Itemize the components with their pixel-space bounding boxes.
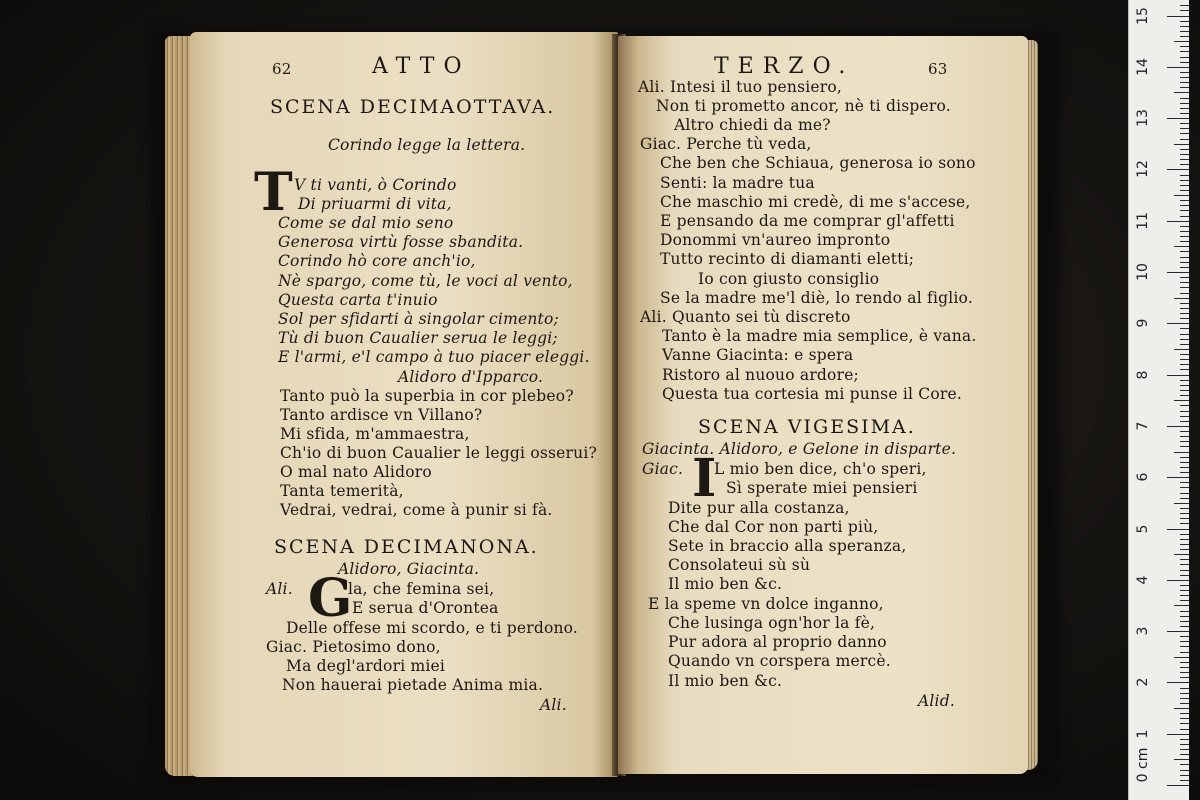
ruler-tick [1180, 77, 1189, 78]
ruler-tick [1180, 688, 1189, 689]
ruler-tick [1167, 785, 1189, 786]
verse-line: Dite pur alla costanza, [668, 499, 850, 517]
ruler-tick [1180, 764, 1189, 765]
ruler-tick [1174, 759, 1189, 760]
ruler-tick [1167, 477, 1189, 478]
ruler-tick [1180, 641, 1189, 642]
ruler-tick [1180, 51, 1189, 52]
ruler-tick [1180, 149, 1189, 150]
verse-line: Tutto recinto di diamanti eletti; [660, 250, 915, 268]
verse-line: Delle offese mi scordo, e ti perdono. [286, 619, 579, 637]
ruler-tick [1180, 180, 1189, 181]
ruler-tick [1167, 580, 1189, 581]
ruler-tick [1180, 231, 1189, 232]
ruler-tick [1180, 518, 1189, 519]
ruler-tick [1180, 26, 1189, 27]
ruler-tick [1180, 190, 1189, 191]
ruler-tick [1180, 523, 1189, 524]
ruler-tick [1180, 482, 1189, 483]
ruler-tick [1180, 31, 1189, 32]
ruler-tick [1180, 364, 1189, 365]
verse-line: Senti: la madre tua [660, 174, 815, 192]
ruler-tick [1180, 652, 1189, 653]
verse-line: Tanto ardisce vn Villano? [280, 406, 483, 424]
verse-line: Vanne Giacinta: e spera [662, 346, 854, 364]
left-page [190, 32, 618, 777]
ruler-tick [1180, 334, 1189, 335]
verse-line: Ali. Quanto sei tù discreto [640, 308, 851, 326]
catchword: Alid. [918, 692, 955, 710]
ruler-tick [1180, 251, 1189, 252]
ruler-tick [1180, 544, 1189, 545]
verse-line: O mal nato Alidoro [280, 463, 432, 481]
verse-line: Tù di buon Caualier serua le leggi; [278, 329, 558, 347]
ruler-tick [1180, 616, 1189, 617]
verse-line: Sete in braccio alla speranza, [668, 537, 907, 555]
drop-cap: G [308, 568, 353, 629]
ruler-tick [1180, 749, 1189, 750]
ruler-tick [1180, 667, 1189, 668]
verse-line: Questa carta t'inuio [278, 291, 438, 309]
verse-line: Giac. Perche tù veda, [640, 135, 812, 153]
ruler-tick [1174, 605, 1189, 606]
ruler-tick [1180, 62, 1189, 63]
ruler-tick [1180, 128, 1189, 129]
ruler-tick [1180, 200, 1189, 201]
verse-line: L mio ben dice, ch'o speri, [714, 460, 927, 478]
ruler-tick [1180, 318, 1189, 319]
ruler-tick [1180, 103, 1189, 104]
ruler-tick [1174, 195, 1189, 196]
ruler-tick [1180, 216, 1189, 217]
drop-cap: T [254, 162, 293, 223]
verse-line: V ti vanti, ò Corindo [294, 176, 457, 194]
ruler-tick [1174, 657, 1189, 658]
ruler-tick [1180, 487, 1189, 488]
ruler-tick [1174, 41, 1189, 42]
scene-heading: SCENA DECIMAOTTAVA. [270, 96, 556, 118]
ruler-tick [1167, 118, 1189, 119]
ruler-tick [1180, 462, 1189, 463]
ruler-tick [1180, 662, 1189, 663]
ruler-tick [1180, 159, 1189, 160]
ruler-tick [1180, 590, 1189, 591]
ruler-label: 5 [1135, 524, 1151, 533]
ruler-tick [1180, 621, 1189, 622]
verse-line: E la speme vn dolce inganno, [648, 595, 884, 613]
ruler-tick [1167, 529, 1189, 530]
ruler-tick [1167, 169, 1189, 170]
ruler-tick [1174, 400, 1189, 401]
stage-direction: Alidoro, Giacinta. [338, 560, 480, 578]
ruler-tick [1180, 108, 1189, 109]
ruler-tick [1180, 493, 1189, 494]
ruler-tick [1180, 411, 1189, 412]
ruler-label: 9 [1135, 318, 1151, 328]
ruler-tick [1180, 595, 1189, 596]
verse-line: Corindo hò core anch'io, [278, 252, 476, 270]
ruler-tick [1180, 646, 1189, 647]
ruler-tick [1180, 549, 1189, 550]
ruler-label: 7 [1135, 421, 1151, 431]
right-page [618, 36, 1028, 774]
ruler-tick [1180, 262, 1189, 263]
ruler-label: 15 [1135, 6, 1151, 25]
verse-line: Che dal Cor non parti più, [668, 518, 879, 536]
ruler-tick [1180, 775, 1189, 776]
ruler-tick [1180, 133, 1189, 134]
ruler-tick [1174, 708, 1189, 709]
ruler-tick [1180, 390, 1189, 391]
ruler-tick [1180, 611, 1189, 612]
ruler-tick [1180, 308, 1189, 309]
verse-line: Ali. Intesi il tuo pensiero, [638, 78, 843, 96]
ruler-tick [1180, 698, 1189, 699]
ruler-tick [1180, 72, 1189, 73]
ruler-tick [1180, 5, 1189, 6]
ruler-tick [1180, 123, 1189, 124]
ruler-tick [1180, 564, 1189, 565]
ruler-tick [1174, 92, 1189, 93]
ruler-tick [1180, 395, 1189, 396]
verse-line: Altro chiedi da me? [674, 116, 831, 134]
ruler-tick [1180, 282, 1189, 283]
ruler-label: 13 [1135, 109, 1151, 128]
ruler-label: 12 [1135, 160, 1151, 179]
page-number: 63 [928, 60, 948, 78]
ruler-tick [1180, 380, 1189, 381]
ruler-label: 6 [1135, 472, 1151, 482]
ruler-tick [1180, 359, 1189, 360]
ruler-tick [1180, 257, 1189, 258]
ruler-tick [1174, 452, 1189, 453]
ruler-tick [1180, 385, 1189, 386]
ruler-tick [1180, 780, 1189, 781]
ruler-tick [1167, 323, 1189, 324]
ruler-tick [1180, 718, 1189, 719]
ruler-tick [1180, 226, 1189, 227]
ruler-tick [1180, 339, 1189, 340]
ruler-tick [1180, 467, 1189, 468]
ruler-tick [1180, 575, 1189, 576]
ruler-tick [1180, 87, 1189, 88]
verse-line: Ch'io di buon Caualier le leggi osserui? [280, 444, 598, 462]
ruler-tick [1180, 677, 1189, 678]
ruler-label: 0 cm [1135, 747, 1151, 783]
ruler-tick [1180, 46, 1189, 47]
ruler-tick [1167, 221, 1189, 222]
page-number: 62 [272, 60, 292, 78]
verse-line: Vedrai, vedrai, come à punir si fà. [280, 501, 553, 519]
ruler-tick [1174, 554, 1189, 555]
ruler-label: 11 [1135, 211, 1151, 230]
verse-line: la, che femina sei, [348, 580, 495, 598]
ruler-tick [1174, 246, 1189, 247]
ruler-label: 14 [1135, 57, 1151, 76]
verse-line: Ristoro al nuouo ardore; [662, 366, 859, 384]
verse-line: E pensando da me comprar gl'affetti [660, 212, 955, 230]
ruler-tick [1180, 570, 1189, 571]
ruler-tick [1180, 421, 1189, 422]
ruler-tick [1180, 21, 1189, 22]
ruler-tick [1180, 770, 1189, 771]
ruler-tick [1180, 416, 1189, 417]
ruler-tick [1180, 113, 1189, 114]
ruler-tick [1180, 585, 1189, 586]
ruler-tick [1180, 672, 1189, 673]
ruler-tick [1167, 375, 1189, 376]
ruler-tick [1167, 67, 1189, 68]
ruler-tick [1180, 559, 1189, 560]
ruler-tick [1180, 57, 1189, 58]
verse-line: Se la madre me'l diè, lo rendo al figlio. [660, 289, 973, 307]
ruler-tick [1180, 98, 1189, 99]
ruler-tick [1180, 636, 1189, 637]
speaker-label: Giac. [642, 460, 684, 478]
ruler-tick [1180, 175, 1189, 176]
ruler-tick [1167, 272, 1189, 273]
ruler-tick [1180, 344, 1189, 345]
ruler-tick [1180, 277, 1189, 278]
ruler-tick [1180, 441, 1189, 442]
ruler-tick [1167, 426, 1189, 427]
stage-direction: Giacinta. Alidoro, e Gelone in disparte. [642, 440, 957, 458]
ruler-tick [1180, 498, 1189, 499]
ruler-tick [1167, 682, 1189, 683]
ruler-tick [1180, 446, 1189, 447]
ruler-tick [1180, 693, 1189, 694]
verse-line: Giac. Pietosimo dono, [266, 638, 441, 656]
verse-line: Tanta temerità, [280, 482, 404, 500]
ruler-tick [1180, 754, 1189, 755]
verse-line: Questa tua cortesia mi punse il Core. [662, 385, 962, 403]
verse-line: Il mio ben &c. [668, 672, 783, 690]
ruler-tick [1167, 631, 1189, 632]
verse-line: E l'armi, e'l campo à tuo piacer eleggi. [278, 348, 590, 366]
speaker-label: Ali. [266, 580, 293, 598]
measurement-ruler [1128, 0, 1189, 800]
running-head: ATTO [372, 54, 471, 79]
scene-heading: SCENA VIGESIMA. [698, 416, 916, 438]
verse-line: Pur adora al proprio danno [668, 633, 887, 651]
verse-line: Generosa virtù fosse sbandita. [278, 233, 524, 251]
ruler-label: 1 [1135, 729, 1151, 739]
ruler-tick [1180, 139, 1189, 140]
ruler-tick [1174, 349, 1189, 350]
verse-line: E serua d'Orontea [352, 599, 499, 617]
ruler-tick [1174, 298, 1189, 299]
ruler-tick [1180, 328, 1189, 329]
ruler-tick [1180, 472, 1189, 473]
ruler-tick [1180, 744, 1189, 745]
ruler-tick [1180, 164, 1189, 165]
ruler-tick [1180, 405, 1189, 406]
verse-line: Io con giusto consiglio [698, 270, 880, 288]
verse-line: Non hauerai pietade Anima mia. [282, 676, 544, 694]
ruler-label: 2 [1135, 677, 1151, 687]
catchword: Ali. [540, 696, 567, 714]
verse-line: Che lusinga ogn'hor la fè, [668, 614, 876, 632]
ruler-tick [1180, 287, 1189, 288]
verse-line: Che maschio mi credè, di me s'accese, [660, 193, 971, 211]
ruler-label: 3 [1135, 626, 1151, 636]
verse-line: Il mio ben &c. [668, 575, 783, 593]
ruler-tick [1180, 236, 1189, 237]
ruler-tick [1180, 600, 1189, 601]
ruler-tick [1180, 703, 1189, 704]
verse-line: Come se dal mio seno [278, 214, 454, 232]
stage-direction: Corindo legge la lettera. [328, 136, 526, 154]
ruler-tick [1180, 739, 1189, 740]
ruler-tick [1180, 210, 1189, 211]
verse-line: Non ti prometto ancor, nè ti dispero. [656, 97, 951, 115]
verse-line: Nè spargo, come tù, le voci al vento, [278, 272, 573, 290]
verse-line: Che ben che Schiaua, generosa io sono [660, 154, 976, 172]
ruler-tick [1180, 713, 1189, 714]
verse-line: Ma degl'ardori miei [286, 657, 446, 675]
ruler-tick [1167, 734, 1189, 735]
ruler-tick [1180, 457, 1189, 458]
ruler-tick [1180, 369, 1189, 370]
ruler-tick [1180, 185, 1189, 186]
verse-line: Sol per sfidarti à singolar cimento; [278, 310, 559, 328]
verse-line: Mi sfida, m'ammaestra, [280, 425, 470, 443]
signature-line: Alidoro d'Ipparco. [398, 368, 544, 386]
ruler-tick [1180, 313, 1189, 314]
ruler-tick [1180, 36, 1189, 37]
ruler-tick [1180, 436, 1189, 437]
ruler-tick [1167, 16, 1189, 17]
ruler-tick [1180, 10, 1189, 11]
verse-line: Quando vn corspera mercè. [668, 652, 891, 670]
verse-line: Consolateui sù sù [668, 556, 811, 574]
verse-line: Donommi vn'aureo impronto [660, 231, 891, 249]
ruler-tick [1174, 144, 1189, 145]
ruler-tick [1180, 723, 1189, 724]
ruler-tick [1180, 626, 1189, 627]
ruler-tick [1180, 303, 1189, 304]
ruler-tick [1180, 508, 1189, 509]
ruler-tick [1180, 729, 1189, 730]
ruler-tick [1180, 267, 1189, 268]
ruler-tick [1174, 503, 1189, 504]
ruler-tick [1180, 293, 1189, 294]
drop-cap: I [692, 448, 717, 509]
verse-line: Tanto è la madre mia semplice, è vana. [662, 327, 977, 345]
ruler-label: 8 [1135, 370, 1151, 380]
ruler-tick [1180, 354, 1189, 355]
ruler-tick [1180, 82, 1189, 83]
ruler-tick [1180, 241, 1189, 242]
ruler-tick [1180, 205, 1189, 206]
ruler-label: 10 [1135, 263, 1151, 281]
ruler-tick [1180, 431, 1189, 432]
ruler-tick [1180, 154, 1189, 155]
verse-line: Di priuarmi di vita, [298, 195, 452, 213]
ruler-tick [1180, 513, 1189, 514]
ruler-tick [1180, 539, 1189, 540]
ruler-tick [1180, 534, 1189, 535]
verse-line: Tanto può la superbia in cor plebeo? [280, 387, 574, 405]
running-head: TERZO. [714, 54, 855, 79]
ruler-label: 4 [1135, 575, 1151, 585]
verse-line: Sì sperate miei pensieri [726, 479, 918, 497]
scene-heading: SCENA DECIMANONA. [274, 536, 539, 558]
